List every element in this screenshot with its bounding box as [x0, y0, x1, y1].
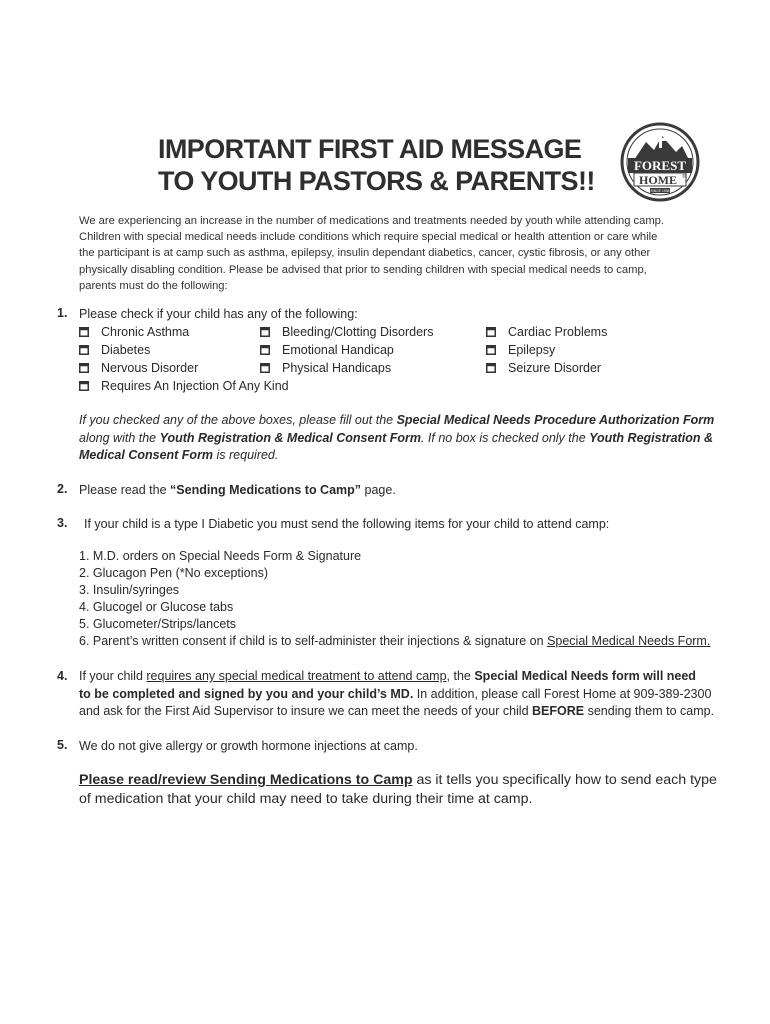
checkbox-label: Cardiac Problems	[508, 325, 608, 339]
logo-registered-mark: ®	[682, 174, 686, 180]
checkbox-epilepsy[interactable]	[486, 341, 555, 359]
note-text: is required.	[213, 448, 279, 462]
checkbox-diabetes[interactable]	[79, 341, 150, 359]
checkbox-label: Chronic Asthma	[101, 325, 190, 339]
list-item: 2. Glucagon Pen (*No exceptions)	[79, 566, 268, 580]
checkbox-icon[interactable]	[79, 381, 89, 391]
section-2-number: 2.	[57, 482, 68, 496]
checkbox-icon[interactable]	[486, 345, 496, 355]
s4-bold-2: to be completed and signed by you and your child’s MD.	[79, 686, 414, 701]
checkbox-nervous-disorder[interactable]	[79, 359, 198, 377]
s4-underlined: requires any special medical treatment to attend camp	[146, 669, 447, 683]
checkbox-icon[interactable]	[260, 327, 270, 337]
list-item: 3. Insulin/syringes	[79, 583, 180, 597]
checkbox-icon[interactable]	[79, 345, 89, 355]
note-text: . If no box is checked only the	[420, 430, 590, 445]
intro-paragraph	[79, 213, 709, 294]
checkbox-label: Seizure Disorder	[508, 361, 602, 375]
section-5-text: We do not give allergy or growth hormone injections at camp.	[79, 739, 418, 753]
s4-a: If your child	[79, 669, 147, 683]
title-line-1: IMPORTANT FIRST AID MESSAGE	[158, 134, 582, 164]
checkbox-requires-injection[interactable]	[79, 377, 289, 395]
section-4-number: 4.	[57, 669, 68, 683]
checkbox-icon[interactable]	[486, 363, 496, 373]
page-title	[158, 133, 618, 197]
closing-text-b: of medication that your child may need to take during their time at camp.	[79, 791, 533, 807]
checkbox-label: Physical Handicaps	[282, 361, 392, 375]
section-3-number: 3.	[57, 516, 68, 530]
checkbox-cardiac-problems[interactable]	[486, 323, 607, 341]
section-3-text: If your child is a type I Diabetic you must send the following items for your child to attend camp:	[84, 517, 610, 531]
s4-g: and ask for the First Aid Supervisor to insure we can meet the needs of your child	[79, 704, 533, 718]
forest-home-logo	[620, 122, 700, 202]
s4-f: In addition, please call Forest Home at 909-389-2300	[413, 686, 712, 701]
closing-text-a: as it tells you specifically how to send each type	[412, 772, 717, 788]
section-2-text-a: Please read the	[79, 483, 171, 497]
s4-bold-1: Special Medical Needs form will need	[474, 669, 696, 683]
list-item: 4. Glucogel or Glucose tabs	[79, 600, 234, 614]
checkbox-label: Bleeding/Clotting Disorders	[282, 325, 434, 339]
intro-line-4: physically disabling condition. Please be advised that prior to sending children with special medical needs to camp,	[79, 263, 647, 276]
checkbox-chronic-asthma[interactable]	[79, 323, 189, 341]
form-name-special-needs: Special Medical Needs Procedure Authorization Form	[396, 413, 715, 427]
intro-line-1: We are experiencing an increase in the number of medications and treatments needed by youth while attending camp.	[79, 215, 665, 227]
sending-medications-link[interactable]: Please read/review Sending Medications to Camp	[79, 772, 413, 788]
checkbox-label: Nervous Disorder	[101, 361, 199, 375]
section-1-instructions	[79, 412, 719, 465]
section-1-prompt: Please check if your child has any of the following:	[79, 307, 358, 321]
special-medical-needs-form-link[interactable]: Special Medical Needs Form.	[547, 634, 711, 648]
section-1-number: 1.	[57, 306, 68, 320]
sending-medications-title: “Sending Medications to Camp”	[170, 483, 362, 497]
checkbox-icon[interactable]	[260, 363, 270, 373]
note-text: If you checked any of the above boxes, please fill out the	[79, 413, 397, 427]
diabetic-items-list	[79, 548, 710, 650]
list-item: 5. Glucometer/Strips/lancets	[79, 617, 237, 631]
form-name-youth-registration-2: Youth Registration &	[589, 430, 713, 445]
closing-paragraph	[79, 771, 739, 809]
s4-c: , the	[446, 669, 475, 683]
section-5-number: 5.	[57, 738, 68, 752]
list-item-6-text: 6. Parent’s written consent if child is to self-administer their injections & signature on	[79, 634, 548, 648]
checkbox-seizure-disorder[interactable]	[486, 359, 601, 377]
checkbox-label: Epilepsy	[508, 343, 556, 357]
logo-tagline: SINCE 1938	[650, 189, 670, 193]
list-item: 1. M.D. orders on Special Needs Form & Signature	[79, 549, 362, 563]
list-item	[79, 633, 710, 650]
intro-line-5: parents must do the following:	[79, 279, 228, 292]
intro-line-3: the participant is at camp such as asthma, epilepsy, insulin dependant diabetics, cancer, cystic fibrosis, or any other	[79, 247, 651, 260]
logo-text-forest: FOREST	[633, 158, 687, 173]
logo-text-home: HOME	[639, 173, 677, 187]
section-2-text-c: page.	[361, 483, 396, 497]
section-4-text	[79, 668, 739, 721]
checkbox-icon[interactable]	[79, 327, 89, 337]
checkbox-physical-handicaps[interactable]	[260, 359, 391, 377]
cross-mountain-logo-icon	[620, 122, 700, 202]
note-text: along with the	[79, 430, 160, 445]
section-2-text	[79, 481, 396, 499]
s4-i: sending them to camp.	[584, 704, 715, 718]
checkbox-label: Requires An Injection Of Any Kind	[101, 379, 289, 393]
checkbox-icon[interactable]	[260, 345, 270, 355]
checkbox-icon[interactable]	[79, 363, 89, 373]
checkbox-label: Diabetes	[101, 343, 151, 357]
checkbox-label: Emotional Handicap	[282, 343, 394, 357]
s4-before: BEFORE	[532, 704, 585, 718]
form-name-youth-registration: Youth Registration & Medical Consent Form	[159, 430, 421, 445]
form-name-medical-consent: Medical Consent Form	[79, 448, 214, 462]
checkbox-icon[interactable]	[486, 327, 496, 337]
checkbox-emotional-handicap[interactable]	[260, 341, 394, 359]
intro-line-2: Children with special medical needs include conditions which require special medical or health attention or care while	[79, 231, 658, 244]
checkbox-bleeding-clotting[interactable]	[260, 323, 433, 341]
title-line-2: TO YOUTH PASTORS & PARENTS!!	[158, 166, 595, 196]
